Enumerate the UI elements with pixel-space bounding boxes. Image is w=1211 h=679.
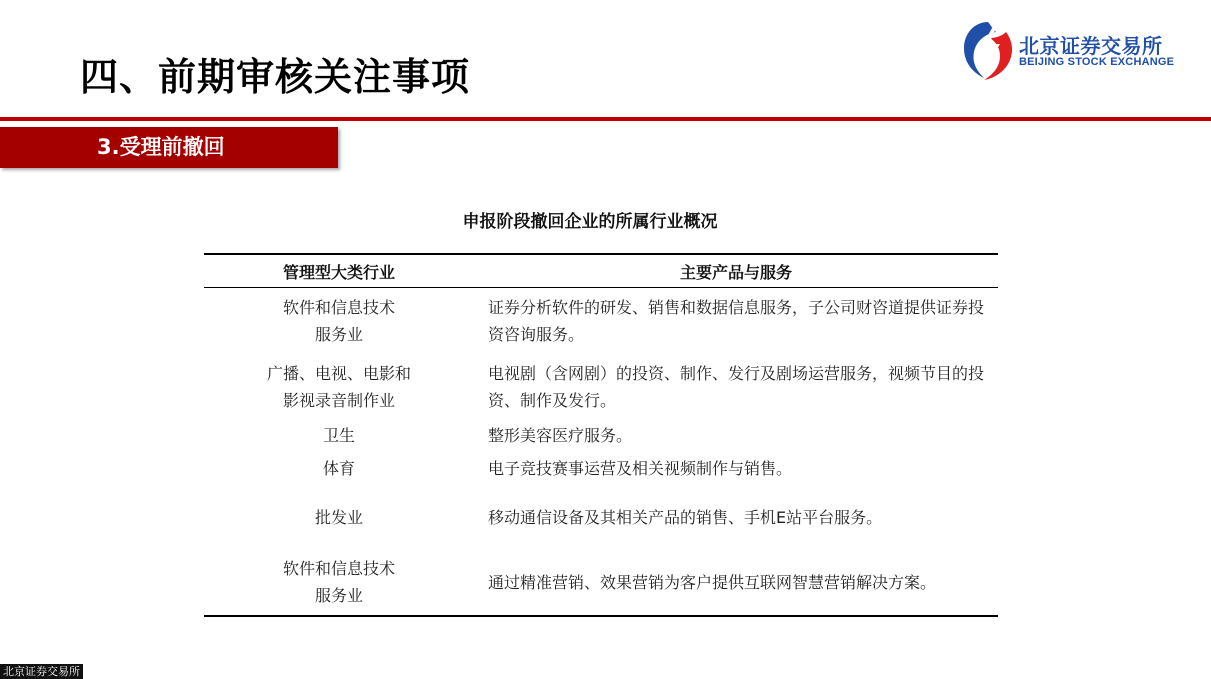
industry-cell <box>204 288 474 354</box>
table-header-row <box>204 254 998 288</box>
logo-name-cn: 北京证券交易所 <box>1019 34 1163 58</box>
industry-cell <box>204 420 474 452</box>
products-cell: 证券分析软件的研发、销售和数据信息服务，子公司财咨道提供证券投资咨询服务。 <box>488 297 985 344</box>
industry-text: 批发业 <box>314 508 363 527</box>
industry-cell <box>204 452 474 486</box>
page-title: 四、前期审核关注事项 <box>80 55 471 99</box>
industry-text: 广播、电视、电影和 影视录音制作业 <box>266 363 411 410</box>
products-cell: 电视剧（含网剧）的投资、制作、发行及剧场运营服务，视频节目的投资、制作及发行。 <box>488 363 985 410</box>
column-header-industry: 管理型大类行业 <box>204 254 474 288</box>
table-row <box>204 452 998 486</box>
column-header-products: 主要产品与服务 <box>474 254 998 288</box>
section-banner <box>0 127 338 168</box>
bse-emblem-icon <box>962 20 1014 82</box>
header-divider <box>0 117 1211 121</box>
products-cell: 通过精准营销、效果营销为客户提供互联网智慧营销解决方案。 <box>474 550 998 616</box>
footer-watermark: 北京证券交易所 <box>0 664 83 679</box>
table-row <box>204 288 998 354</box>
table-row <box>204 420 998 452</box>
industry-cell <box>204 550 474 616</box>
logo-name-en: BEIJING STOCK EXCHANGE <box>1019 56 1175 68</box>
products-cell: 移动通信设备及其相关产品的销售、手机E站平台服务。 <box>488 508 883 527</box>
industry-cell <box>204 354 474 420</box>
section-label: 3.受理前撤回 <box>97 135 225 159</box>
industry-table <box>204 253 998 617</box>
table-row <box>204 486 998 550</box>
table-row <box>204 550 998 616</box>
industry-text: 卫生 <box>322 426 355 445</box>
industry-text: 软件和信息技术 服务业 <box>282 297 395 344</box>
products-cell: 整形美容医疗服务。 <box>488 426 633 445</box>
industry-text: 软件和信息技术 服务业 <box>282 559 395 605</box>
products-cell: 电子竞技赛事运营及相关视频制作与销售。 <box>488 459 793 478</box>
industry-text: 体育 <box>322 459 355 478</box>
industry-cell <box>204 486 474 550</box>
table-row <box>204 354 998 420</box>
table-caption: 申报阶段撤回企业的所属行业概况 <box>462 212 718 232</box>
bse-logo <box>962 20 1182 82</box>
